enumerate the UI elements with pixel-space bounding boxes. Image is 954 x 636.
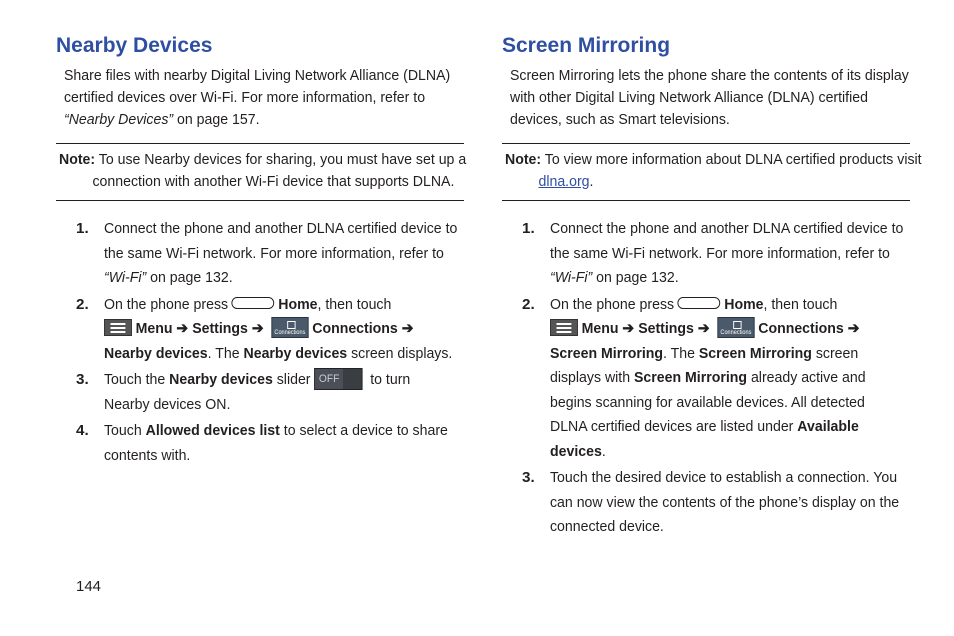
step-text: Touch the desired device to establish a connection. You can now view the contents of the phone’s display on the connected device.: [550, 469, 900, 535]
menu-label: Menu: [135, 320, 173, 337]
step-text: [550, 293, 903, 465]
note-label: Note:: [505, 151, 542, 168]
nearby-devices-label: Nearby devices: [169, 371, 273, 389]
home-label: Home: [278, 295, 318, 313]
step-text: [550, 217, 903, 291]
step-item: [502, 466, 910, 540]
step-text: [104, 419, 457, 468]
screen-mirroring-note: [502, 143, 922, 201]
arrow-icon: ➔: [172, 320, 193, 337]
step-text-part: slider: [272, 371, 311, 389]
step-text-part: screen displays with: [550, 344, 859, 386]
connections-icon: [717, 317, 754, 338]
menu-key-icon: [550, 319, 578, 336]
step-item: [502, 217, 910, 291]
step-text-part: on page 132.: [592, 269, 679, 286]
available-devices-label: Available devices: [550, 418, 859, 460]
arrow-icon: ➔: [843, 320, 860, 337]
settings-label: Settings: [192, 320, 248, 337]
screen-mirroring-heading: Screen Mirroring: [502, 34, 671, 57]
connections-icon: [271, 317, 308, 338]
nearby-devices-section: [56, 30, 467, 470]
step-text-part: , then touch: [763, 295, 838, 313]
step-text-part: On the phone press: [550, 295, 675, 313]
home-key-icon: [232, 297, 275, 309]
step-item: [56, 293, 464, 367]
arrow-icon: ➔: [247, 320, 268, 337]
step-number: 4.: [76, 422, 89, 440]
slider-off-label: OFF: [315, 369, 343, 389]
note-text: To use Nearby devices for sharing, you must have set up a connection with another Wi-Fi device that supports DLNA.: [92, 151, 467, 190]
allowed-devices-label: Allowed devices list: [145, 422, 280, 440]
menu-label: Menu: [581, 320, 619, 337]
step-text-part: .: [601, 442, 606, 460]
connections-icon-caption: Connections: [274, 330, 306, 337]
step-number: 3.: [522, 469, 535, 486]
nearby-devices-heading: Nearby Devices: [56, 34, 213, 57]
step-text-part: already active and begins scanning for available devices. All detected DLNA certified devices are listed under: [550, 369, 866, 435]
screen-label: Screen Mirroring: [634, 369, 748, 386]
step-text-part: . The: [663, 344, 699, 362]
intro-reference: “Nearby Devices”: [64, 111, 174, 128]
step-text-part: Connect the phone and another DLNA certified device to the same Wi-Fi network. For more information, refer to: [104, 220, 458, 262]
step-text-part: to turn Nearby devices ON.: [104, 371, 411, 413]
step-text-part: Touch the: [104, 371, 170, 389]
nearby-devices-intro: [64, 65, 464, 131]
step-text-part: Connect the phone and another DLNA certified device to the same Wi-Fi network. For more information, refer to: [550, 220, 904, 262]
arrow-icon: ➔: [693, 320, 714, 337]
toggle-slider-icon: [314, 368, 362, 390]
target-label: Nearby devices: [104, 344, 208, 362]
screen-label: Screen Mirroring: [698, 344, 812, 362]
step-reference: “Wi-Fi”: [104, 269, 147, 286]
screen-mirroring-steps: [502, 217, 910, 540]
step-text: [104, 368, 457, 417]
nearby-devices-note: [56, 143, 467, 201]
screen-mirroring-intro: Screen Mirroring lets the phone share the contents of its display with other Digital Living Network Alliance (DLNA) certified devices, such as Smart televisions.: [510, 67, 909, 128]
screen-label: Nearby devices: [243, 344, 348, 362]
nearby-devices-steps: [56, 217, 464, 468]
step-text-part: Touch: [104, 422, 146, 440]
step-text-part: to select a device to share contents with.: [104, 422, 448, 464]
step-text-part: . The: [207, 344, 244, 362]
step-item: [56, 368, 464, 417]
home-label: Home: [724, 295, 764, 313]
step-number: 1.: [522, 220, 535, 237]
screen-mirroring-section: [502, 30, 922, 542]
menu-key-icon: [104, 319, 132, 336]
connections-label: Connections: [758, 320, 844, 337]
step-text-part: screen displays.: [347, 344, 453, 362]
step-text: [104, 293, 457, 367]
step-item: [56, 419, 464, 468]
arrow-icon: ➔: [397, 320, 414, 337]
step-text-part: , then touch: [317, 295, 392, 313]
step-number: 2.: [76, 295, 89, 313]
step-text: [104, 217, 457, 291]
target-label: Screen Mirroring: [550, 344, 664, 362]
step-reference: “Wi-Fi”: [550, 269, 593, 286]
note-text: To view more information about DLNA certified products visit: [541, 151, 922, 168]
arrow-icon: ➔: [618, 320, 639, 337]
note-label: Note:: [59, 151, 96, 168]
step-number: 2.: [522, 295, 535, 313]
step-item: [56, 217, 464, 291]
intro-text-end: on page 157.: [173, 111, 260, 128]
connections-label: Connections: [312, 320, 398, 337]
step-number: 1.: [76, 220, 89, 237]
step-text-part: On the phone press: [104, 295, 229, 313]
step-item: [502, 293, 910, 465]
home-key-icon: [678, 297, 721, 309]
intro-text: Share files with nearby Digital Living Network Alliance (DLNA) certified devices over Wi-Fi. For more information, refer to: [64, 67, 451, 106]
step-number: 3.: [76, 371, 89, 388]
page-number: 144: [76, 578, 102, 595]
dlna-link[interactable]: dlna.org: [538, 173, 590, 190]
settings-label: Settings: [638, 320, 694, 337]
connections-icon-caption: Connections: [720, 330, 752, 337]
note-text-end: .: [589, 173, 594, 190]
step-text-part: on page 132.: [146, 269, 233, 286]
